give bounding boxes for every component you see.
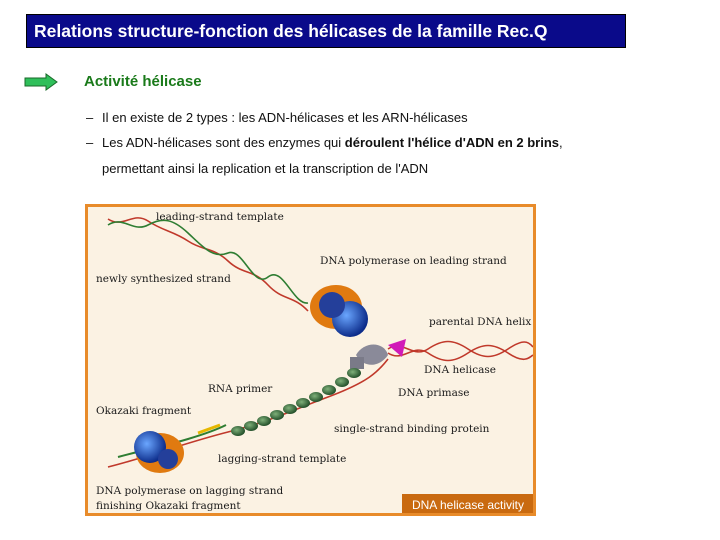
bullet-text-end: , [559,135,563,150]
label-helicase: DNA helicase [424,364,496,376]
label-newly-synthesized: newly synthesized strand [96,273,231,285]
section-heading: Activité hélicase [84,73,202,90]
bullet-dash: – [86,135,94,150]
label-pol-lagging-1: DNA polymerase on lagging strand [96,485,284,497]
slide-title: Relations structure-fonction des hélicases de la famille Rec.Q [26,14,626,48]
label-primase: DNA primase [398,387,470,399]
label-pol-lagging-2: finishing Okazaki fragment [96,500,241,512]
label-okazaki: Okazaki fragment [96,405,192,417]
bullet-dna-helicases [86,135,563,150]
lagging-polymerase [134,431,184,473]
label-rna-primer: RNA primer [208,383,273,395]
label-leading-template: leading-strand template [156,211,284,223]
bullet-text-bold: déroulent l'hélice d'ADN en 2 brins [344,135,560,150]
bullet-continuation: permettant ainsi la replication et la transcription de l'ADN [102,161,429,176]
label-parental-helix: parental DNA helix [429,316,532,328]
bullet-dash: – [86,110,94,125]
replication-fork-figure [85,204,536,516]
newly-synthesized-strand [108,220,308,303]
label-pol-leading: DNA polymerase on leading strand [320,255,507,267]
bullet-types [86,110,468,125]
leading-polymerase [310,285,368,337]
label-lagging-template: lagging-strand template [218,453,347,465]
leading-strand-template [108,218,308,311]
helicase-complex [350,339,406,369]
replication-fork-diagram [88,207,533,513]
figure-caption: DNA helicase activity [402,494,534,516]
label-ssb: single-strand binding protein [334,423,490,435]
bullet-text-start: Les ADN-hélicases sont des enzymes qui [102,135,345,150]
bullet-types-text: Il en existe de 2 types : les ADN-hélicases et les ARN-hélicases [102,110,468,125]
green-arrow-icon [24,73,58,91]
